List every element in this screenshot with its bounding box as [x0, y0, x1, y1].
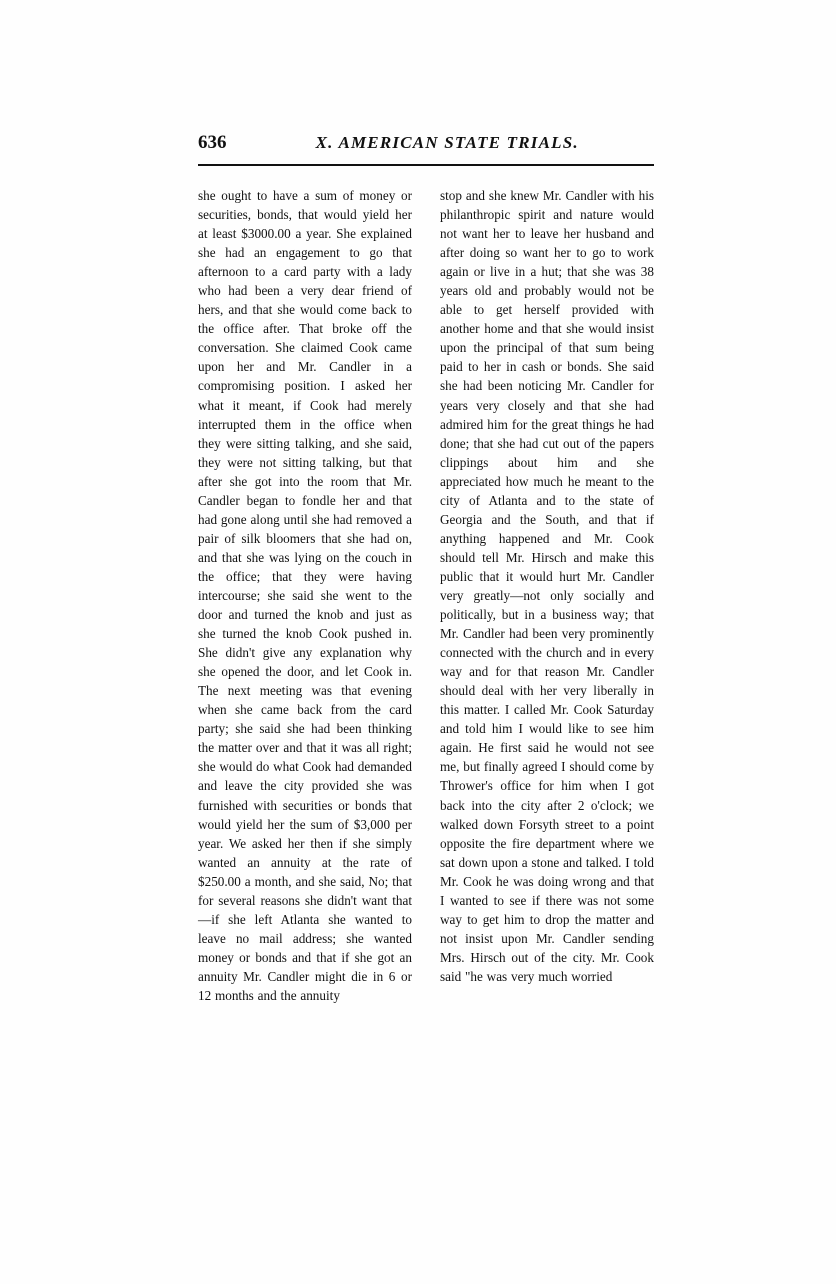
- page-header: [198, 132, 654, 154]
- column-paragraph: stop and she knew Mr. Candler with his philanthropic spirit and nature would not want her to leave her husband and after doing so want her to go to work again or live in a hut; that she was 38 years old and probably would not be able to get herself provided with another home and that she would insist upon the principal of that sum being paid to her in cash or bonds. She said she had been noticing Mr. Candler for years very closely and that she had admired him for the great things he had done; that she had cut out of the papers clippings about him and she appreciated how much he meant to the city of Atlanta and to the state of Georgia and the South, and that if anything happened and Mr. Cook should tell Mr. Hirsch and make this public that it would hurt Mr. Candler very greatly—not only socially and politically, but in a business way; that Mr. Candler had been very prominently connected with the church and in every way and for that reason Mr. Candler should deal with her very liberally in this matter. I called Mr. Cook Saturday and told him I would like to see him again. He first said he would not see me, but finally agreed I should come by Thrower's office for him when I got back into the city after 2 o'clock; we walked down Forsyth street to a point opposite the fire department where we sat down upon a stone and talked. I told Mr. Cook he was doing wrong and that I wanted to see if there was not some way to get him to drop the matter and not insist upon Mr. Candler sending Mrs. Hirsch out of the city. Mr. Cook said "he was very much worried: [440, 188, 654, 984]
- header-rule: [198, 164, 654, 166]
- text-column-right: [440, 186, 654, 1005]
- running-title: X. AMERICAN STATE TRIALS.: [315, 133, 579, 152]
- body-columns: [198, 186, 654, 1005]
- page-number: 636: [198, 132, 227, 153]
- column-paragraph: she ought to have a sum of money or securities, bonds, that would yield her at least $3000.00 a year. She explained she had an engagement to go that afternoon to a card party with a lady who had been a very dear friend of hers, and that she would come back to the office after. That broke off the conversation. She claimed Cook came upon her and Mr. Candler in a compromising position. I asked her what it meant, if Cook had merely interrupted them in the office when they were sitting talking, and she said, they were not sitting talking, but that after she got into the room that Mr. Candler began to fondle her and that had gone along until she had removed a pair of silk bloomers that she had on, and that she was lying on the couch in the office; that they were having intercourse; she said she went to the door and turned the knob and just as she turned the knob Cook pushed in. She didn't give any explanation why she opened the door, and let Cook in. The next meeting was that evening when she came back from the card party; she said she had been thinking the matter over and that it was all right; she would do what Cook had demanded and leave the city provided she was furnished with securities or bonds that would yield her the sum of $3,000 per year. We asked her then if she simply wanted an annuity at the rate of $250.00 a month, and she said, No; that for several reasons she didn't want that—if she left Atlanta she wanted to leave no mail address; she wanted money or bonds and that if she got an annuity Mr. Candler might die in 6 or 12 months and the annuity: [198, 188, 412, 1003]
- text-column-left: [198, 186, 412, 1005]
